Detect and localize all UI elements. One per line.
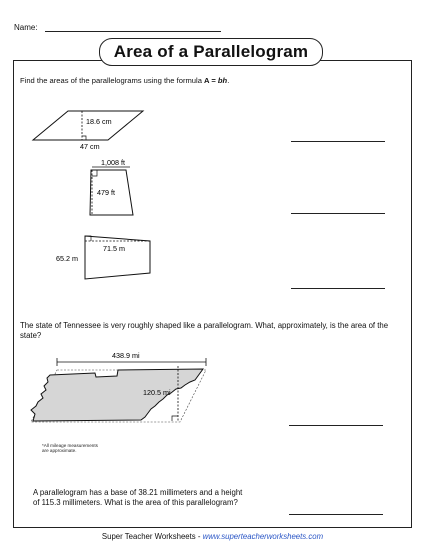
footer bbox=[0, 532, 425, 541]
instructions-text: Find the areas of the parallelograms using the formula bbox=[20, 76, 205, 85]
formula-label: A = bbox=[204, 76, 218, 85]
p2-base-label: 1,008 ft bbox=[101, 158, 125, 167]
tennessee-state-shape bbox=[31, 369, 203, 421]
footer-url-link[interactable]: www.superteacherworksheets.com bbox=[202, 532, 324, 541]
p3-side-label: 65.2 m bbox=[56, 254, 78, 263]
footnote-line-2: are approximate. bbox=[42, 448, 77, 454]
parallelogram-3 bbox=[56, 236, 150, 279]
answer-line-1[interactable] bbox=[291, 141, 385, 142]
tennessee-question: The state of Tennessee is very roughly shaped like a parallelogram. What, approximately, is the area of the state? bbox=[20, 321, 389, 340]
p3-height-label: 71.5 m bbox=[103, 244, 125, 253]
parallelogram-2 bbox=[90, 158, 133, 215]
p1-base-label: 47 cm bbox=[80, 142, 100, 151]
tn-base-label: 438.9 mi bbox=[112, 351, 140, 360]
tn-height-label: 120.5 mi bbox=[143, 388, 171, 397]
answer-line-4[interactable] bbox=[289, 425, 383, 426]
p1-height-label: 18.6 cm bbox=[86, 117, 112, 126]
word-problem: A parallelogram has a base of 38.21 millimeters and a height of 115.3 millimeters. What is the area of this parallelogram? bbox=[33, 488, 243, 507]
answer-line-2[interactable] bbox=[291, 213, 385, 214]
tennessee-figure bbox=[31, 351, 206, 422]
parallelogram-1 bbox=[33, 111, 143, 151]
instructions-end: . bbox=[227, 76, 230, 85]
name-label: Name: bbox=[14, 23, 38, 32]
page-title: Area of a Parallelogram bbox=[99, 38, 323, 66]
answer-line-3[interactable] bbox=[291, 288, 385, 289]
footnote-line-1: *All mileage measurements bbox=[42, 443, 98, 448]
footer-prefix: Super Teacher Worksheets - bbox=[101, 532, 203, 541]
p2-height-label: 479 ft bbox=[97, 188, 115, 197]
mileage-footnote bbox=[42, 443, 98, 454]
answer-line-5[interactable] bbox=[289, 514, 383, 515]
formula-variable: bh bbox=[217, 76, 228, 85]
